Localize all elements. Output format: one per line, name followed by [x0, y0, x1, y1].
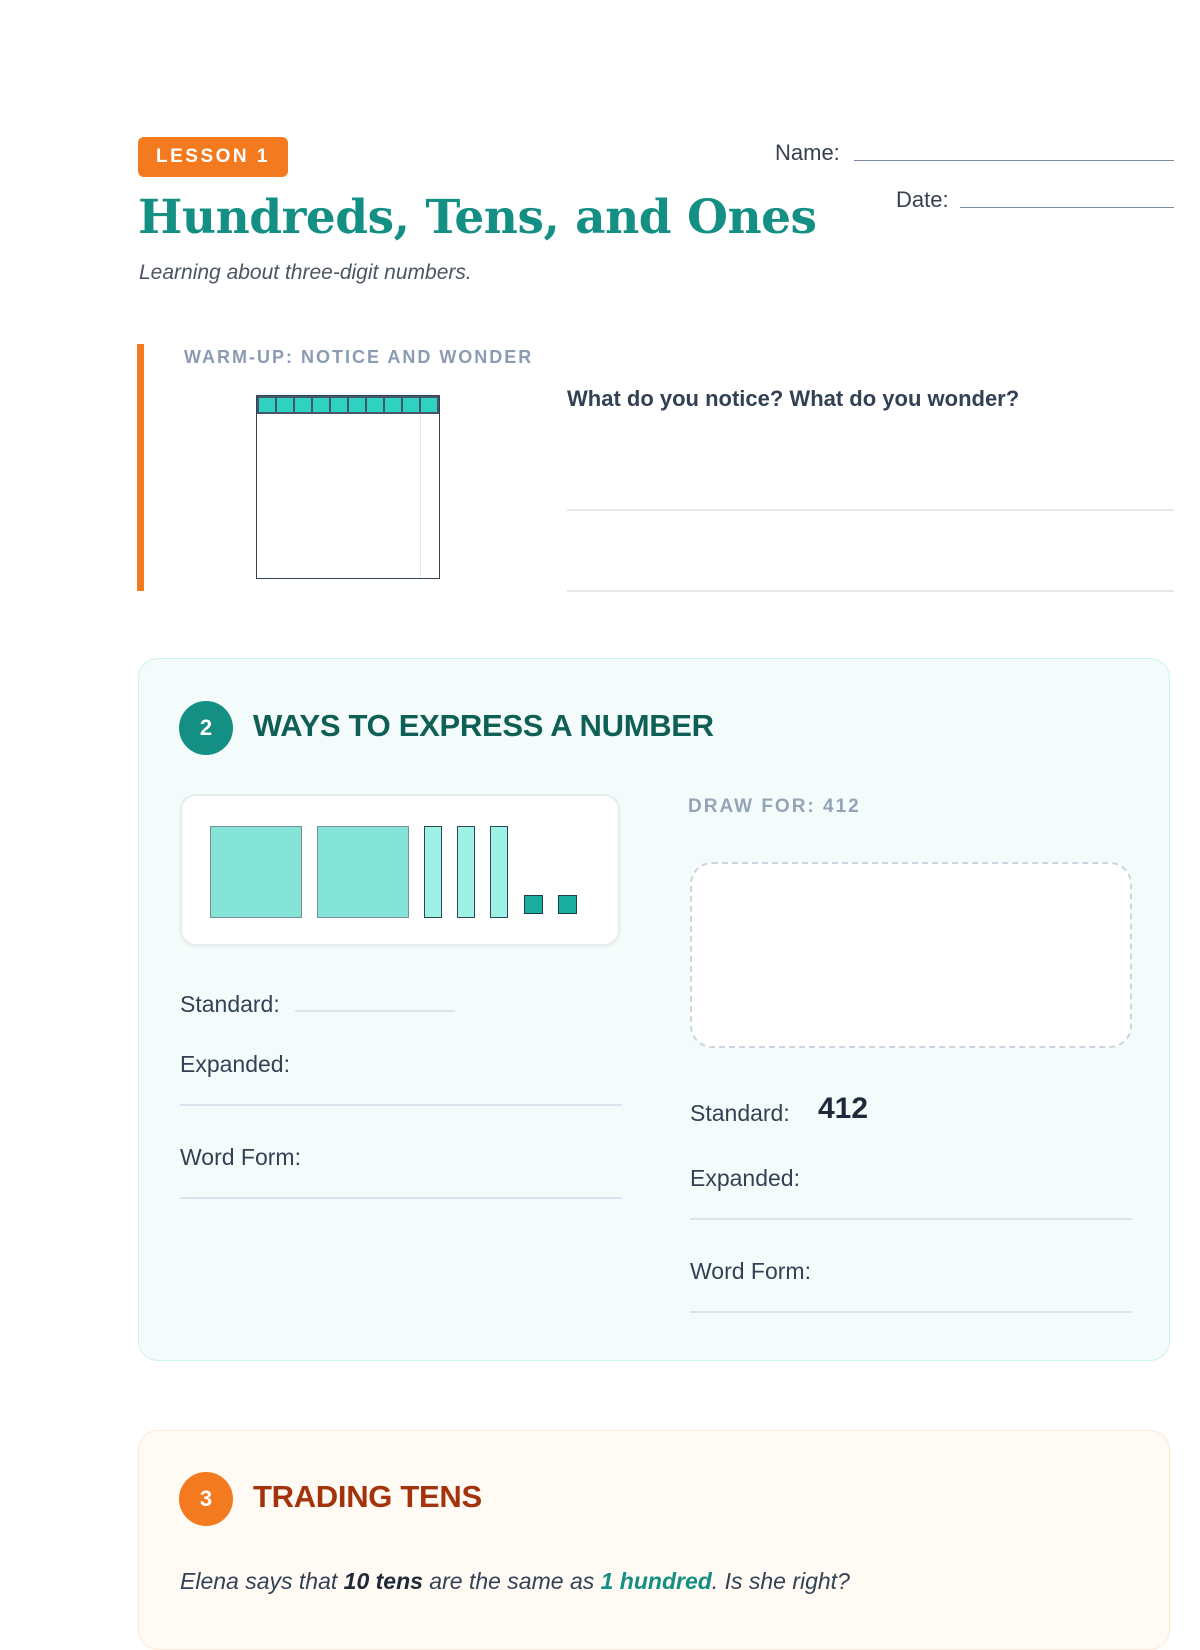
name-label: Name:: [775, 140, 840, 165]
name-field[interactable]: [854, 160, 1174, 161]
draw-expanded-input[interactable]: [690, 1218, 1132, 1220]
section3-number: 3: [179, 1472, 233, 1526]
sentence-emphasis-tens: 10 tens: [343, 1568, 423, 1594]
base-ten-blocks-model: [180, 794, 620, 946]
draw-for-prompt: DRAW FOR: 412: [688, 796, 861, 817]
ten-rod: [457, 826, 475, 918]
draw-expanded-label: Expanded:: [690, 1165, 800, 1191]
lesson-badge: LESSON 1: [138, 137, 288, 177]
ten-rod: [490, 826, 508, 918]
one-cube: [524, 895, 543, 914]
date-field[interactable]: [960, 207, 1174, 208]
flat-inner-line: [420, 414, 421, 578]
page-title: Hundreds, Tens, and Ones: [138, 190, 817, 245]
model-standard-input[interactable]: [295, 1010, 455, 1012]
warmup-answer-line-1[interactable]: [567, 509, 1174, 511]
sentence-emphasis-hundred: 1 hundred: [600, 1568, 712, 1594]
hundred-block: [210, 826, 302, 918]
hundred-flat-top-row: [257, 396, 439, 414]
flat-unit: [259, 398, 275, 412]
model-word-form-input[interactable]: [180, 1197, 622, 1199]
hundred-block: [317, 826, 409, 918]
draw-word-form-label: Word Form:: [690, 1258, 811, 1284]
flat-unit: [403, 398, 419, 412]
flat-unit: [277, 398, 293, 412]
flat-unit: [421, 398, 437, 412]
date-label: Date:: [896, 187, 949, 212]
trading-tens-question: [180, 1568, 850, 1595]
one-cube: [558, 895, 577, 914]
model-expanded-input[interactable]: [180, 1104, 622, 1106]
flat-unit: [313, 398, 329, 412]
hundred-flat-diagram: [256, 395, 440, 579]
model-standard-label: Standard:: [180, 991, 280, 1017]
draw-standard-label: Standard:: [690, 1100, 790, 1126]
model-word-form-label: Word Form:: [180, 1144, 301, 1170]
draw-standard-value: 412: [818, 1092, 869, 1125]
flat-unit: [385, 398, 401, 412]
sentence-text: . Is she right?: [711, 1568, 850, 1594]
section2-number: 2: [179, 701, 233, 755]
section-trading-tens: [138, 1430, 1170, 1650]
flat-unit: [295, 398, 311, 412]
warmup-accent-bar: [137, 344, 144, 591]
section2-title: WAYS TO EXPRESS A NUMBER: [253, 708, 714, 743]
sentence-text: are the same as: [422, 1568, 601, 1594]
ten-rod: [424, 826, 442, 918]
drawing-area[interactable]: [690, 862, 1132, 1048]
flat-unit: [349, 398, 365, 412]
draw-word-form-input[interactable]: [690, 1311, 1132, 1313]
sentence-text: Elena says that: [180, 1568, 344, 1594]
warmup-question: What do you notice? What do you wonder?: [567, 386, 1020, 411]
flat-unit: [367, 398, 383, 412]
warmup-title: WARM-UP: NOTICE AND WONDER: [184, 347, 534, 367]
flat-unit: [331, 398, 347, 412]
warmup-answer-line-2[interactable]: [567, 590, 1174, 592]
section3-title: TRADING TENS: [253, 1479, 482, 1514]
page-subtitle: Learning about three-digit numbers.: [139, 261, 472, 284]
model-expanded-label: Expanded:: [180, 1051, 290, 1077]
